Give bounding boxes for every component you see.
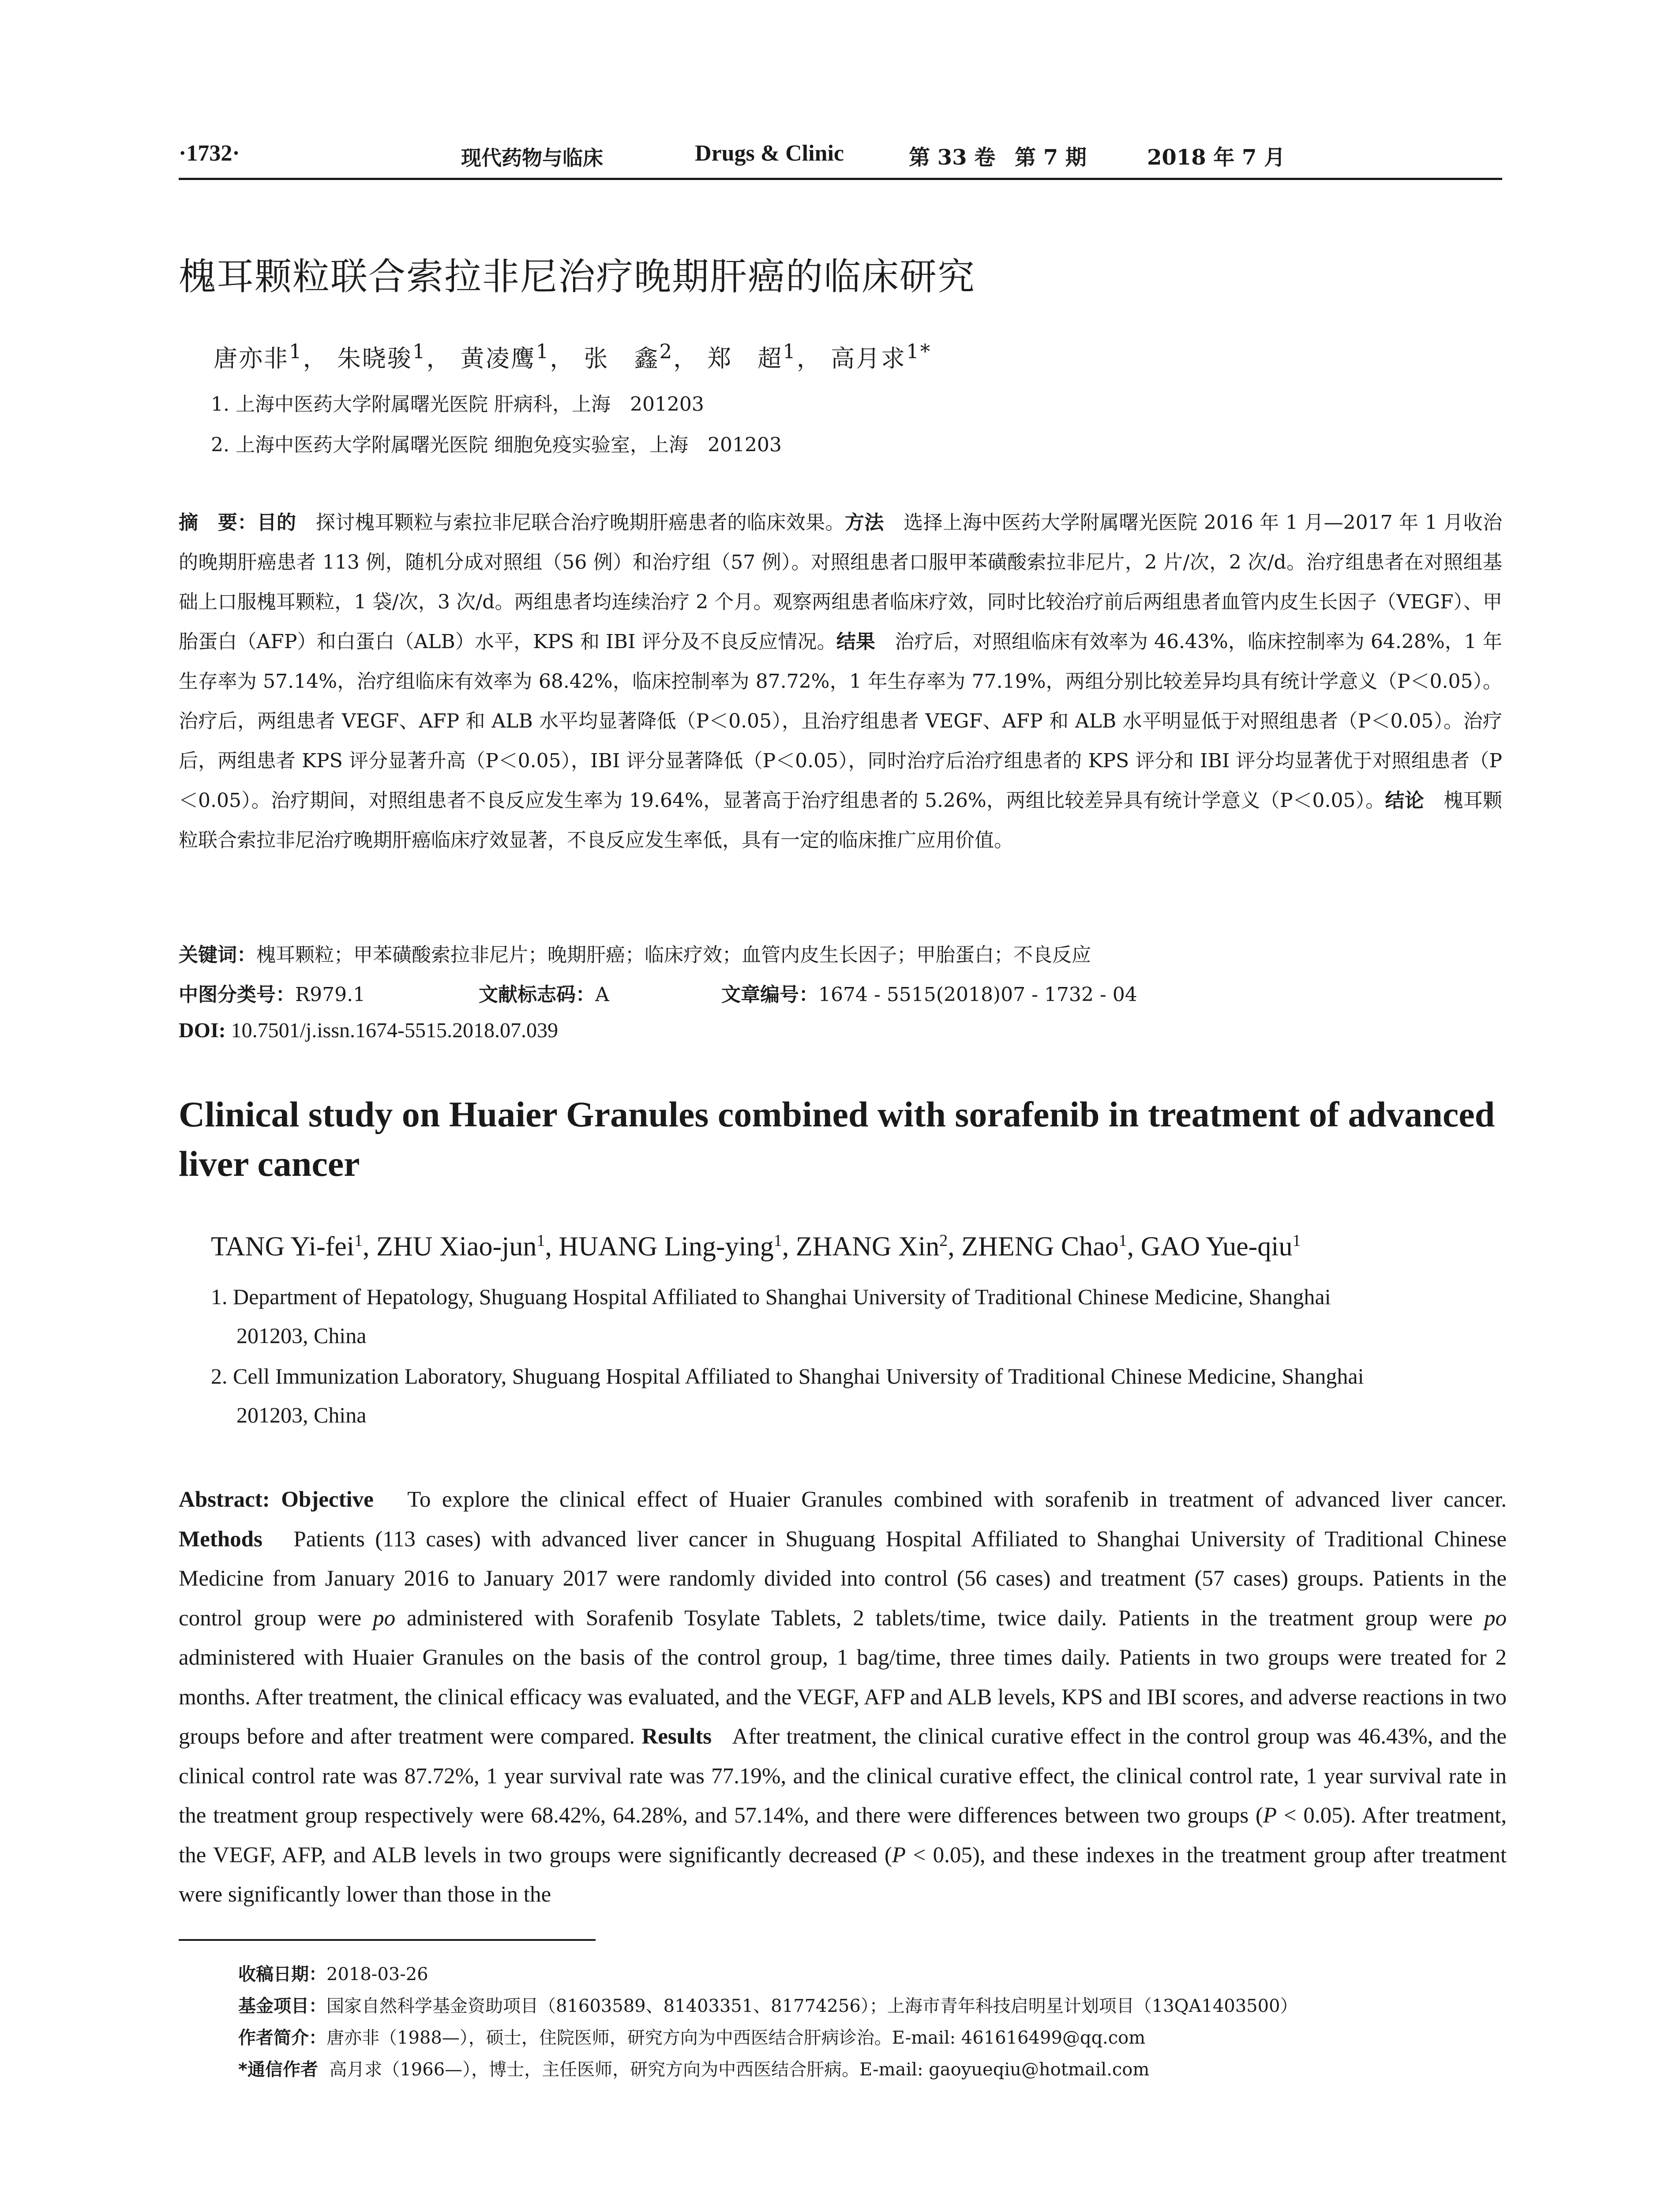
methods-en-label: Methods	[179, 1527, 262, 1552]
author-en: TANG Yi-fei	[211, 1231, 355, 1262]
running-header	[179, 140, 1502, 180]
author-cn: 高月求	[831, 345, 907, 372]
doi-label: DOI:	[179, 1019, 226, 1042]
title-en: Clinical study on Huaier Granules combined with sorafenib in treatment of advanced liver cancer	[179, 1094, 1495, 1184]
footnote-author: 作者简介：唐亦非（1988—），硕士，住院医师，研究方向为中西医结合肝病诊治。E-mail: 461616499@qq.com	[238, 2028, 1146, 2048]
objective-text: 探讨槐耳颗粒与索拉非尼联合治疗晚期肝癌患者的临床效果。	[315, 511, 845, 534]
journal-name-cn: 现代药物与临床	[461, 146, 603, 170]
results-en-label: Results	[641, 1724, 712, 1749]
footnote-fund: 基金项目：国家自然科学基金资助项目（81603589、81403351、81774256）；上海市青年科技启明星计划项目（13QA1403500）	[238, 1996, 1298, 2016]
abstract-cn	[179, 503, 1502, 860]
footnote-divider	[179, 1939, 596, 1941]
abstract-en-label: Abstract: Objective	[179, 1487, 374, 1512]
clc-label: 中图分类号：	[179, 983, 295, 1006]
author-cn: 朱晓骏	[337, 345, 412, 372]
results-label: 结果	[836, 630, 876, 653]
doi-line	[179, 1018, 558, 1043]
author-cn: 黄凌鹰	[460, 345, 536, 372]
affiliation-cn-2: 2. 上海中医药大学附属曙光医院 细胞免疫实验室，上海 201203	[211, 434, 782, 456]
footnote-corresponding: *通信作者 高月求（1966—），博士，主任医师，研究方向为中西医结合肝病。E-mail: gaoyueqiu@hotmail.com	[238, 2060, 1150, 2080]
author-en: ZHANG Xin	[795, 1231, 940, 1262]
results-text: 治疗后，对照组临床有效率为 46.43%，临床控制率为 64.28%，1 年生存率为 57.14%，治疗组临床有效率为 68.42%，临床控制率为 87.72%，1 年生存率为 77.19%，两组分别比较差异均具有统计学意义（P＜0.05）。治疗后，两组患者 VEGF、AFP 和 ALB 水平均显著降低（P＜0.05），且治疗组患者 VEGF、AFP 和 ALB 水平明显低于对照组患者（P＜0.05）。治疗后，两组患者 KPS 评分显著升高（P＜0.05），IBI 评分显著降低（P＜0.05），同时治疗后治疗组患者的 KPS 评分和 IBI 评分均显著优于对照组患者（P＜0.05）。治疗期间，对照组患者不良反应发生率为 19.64%，显著高于治疗组患者的 5.26%，两组比较差异具有统计学意义（P＜0.05）。	[179, 630, 1503, 812]
abstract-cn-label: 摘 要：	[179, 511, 257, 534]
keywords-cn	[179, 939, 1091, 967]
authors-cn: 唐亦非$^1$， 朱晓骏$^1$， 黄凌鹰$^1$， 张 鑫$^2$， 郑 超$^1$， 高月求$^{1*}$	[214, 340, 932, 372]
issue-date: 2018 年 7 月	[1147, 145, 1286, 170]
article-number-label: 文章编号：	[721, 983, 818, 1006]
author-cn: 唐亦非	[214, 345, 289, 372]
page-number: ·1732·	[179, 141, 240, 166]
authors-en: TANG Yi-fei$^1$, ZHU Xiao-jun$^1$, HUANG Ling-ying$^1$, ZHANG Xin$^2$, ZHENG Chao$^1$, GAO Yue-qiu$^1$	[211, 1231, 1301, 1262]
abstract-en: Abstract: Objective To explore the clinical effect of Huaier Granules combined with sorafenib in treatment of advanced liver cancer. Methods Patients (113 cases) with advanced liver cancer in Shuguang Hospital Affiliated to Shanghai University of Traditional Chinese Medicine from January 2016 to January 2017 were randomly divided into control (56 cases) and treatment (57 cases) groups. Patients in the control group were po administered with Sorafenib Tosylate Tablets, 2 tablets/time, twice daily. Patients in the treatment group were po administered with Huaier Granules on the basis of the control group, 1 bag/time, three times daily. Patients in two groups were treated for 2 months. After treatment, the clinical efficacy was evaluated, and the VEGF, AFP and ALB levels, KPS and IBI scores, and adverse reactions in two groups before and after treatment were compared. Results After treatment, the clinical curative effect in the control group was 46.43%, and the clinical control rate was 87.72%, 1 year survival rate was 77.19%, and the clinical curative effect, the clinical control rate, 1 year survival rate in the treatment group respectively were 68.42%, 64.28%, and 57.14%, and there were differences between two groups (P < 0.05). After treatment, the VEGF, AFP, and ALB levels in two groups were significantly decreased (P < 0.05), and these indexes in the treatment group after treatment were significantly lower than those in the	[179, 1487, 1507, 1907]
objective-label: 目的	[257, 511, 296, 534]
author-en: HUANG Ling-ying	[559, 1231, 774, 1262]
journal-name-en: Drugs & Clinic	[695, 141, 844, 166]
author-en: ZHU Xiao-jun	[376, 1231, 537, 1262]
doc-code-label: 文献标志码：	[479, 983, 595, 1006]
doc-code-value: A	[595, 983, 609, 1006]
methods-text: 选择上海中医药大学附属曙光医院 2016 年 1 月—2017 年 1 月收治的晚期肝癌患者 113 例，随机分成对照组（56 例）和治疗组（57 例）。对照组患者口服甲苯磺酸索拉非尼片，2 片/次，2 次/d。治疗组患者在对照组基础上口服槐耳颗粒，1 袋/次，3 次/d。两组患者均连续治疗 2 个月。观察两组患者临床疗效，同时比较治疗前后两组患者血管内皮生长因子（VEGF）、甲胎蛋白（AFP）和白蛋白（ALB）水平，KPS 和 IBI 评分及不良反应情况。	[179, 511, 1503, 653]
footnote-received: 收稿日期：2018-03-26	[238, 1964, 428, 1985]
author-cn: 郑 超	[707, 345, 783, 372]
conclusion-text: 槐耳颗粒联合索拉非尼治疗晚期肝癌临床疗效显著，不良反应发生率低，具有一定的临床推广应用价值。	[179, 789, 1503, 852]
affiliation-cn-1: 1. 上海中医药大学附属曙光医院 肝病科，上海 201203	[211, 393, 704, 416]
affiliation-en-1: 1. Department of Hepatology, Shuguang Hospital Affiliated to Shanghai University of Traditional Chinese Medicine, Shanghai 201203, China	[211, 1284, 1331, 1348]
doi-value: 10.7501/j.issn.1674-5515.2018.07.039	[231, 1019, 559, 1042]
author-en: GAO Yue-qiu	[1140, 1231, 1293, 1262]
keywords-label: 关键词：	[179, 944, 256, 966]
header-divider	[179, 178, 1502, 180]
title-cn: 槐耳颗粒联合索拉非尼治疗晚期肝癌的临床研究	[179, 255, 976, 298]
volume: 第 33 卷	[909, 145, 996, 170]
conclusion-label: 结论	[1385, 789, 1425, 812]
clc-value: R979.1	[295, 983, 366, 1006]
methods-label: 方法	[844, 511, 884, 534]
keywords-text: 槐耳颗粒；甲苯磺酸索拉非尼片；晚期肝癌；临床疗效；血管内皮生长因子；甲胎蛋白；不良反应	[256, 944, 1091, 966]
objective-en: To explore the clinical effect of Huaier Granules combined with sorafenib in treatment of advanced liver cancer.	[407, 1487, 1507, 1512]
classification-line	[179, 979, 1502, 1005]
issue: 第 7 期	[1015, 145, 1087, 170]
article-number-value: 1674 - 5515(2018)07 - 1732 - 04	[818, 983, 1137, 1006]
author-en: ZHENG Chao	[961, 1231, 1119, 1262]
affiliation-en-2: 2. Cell Immunization Laboratory, Shuguang Hospital Affiliated to Shanghai University of Traditional Chinese Medicine, Shanghai 201203, China	[211, 1364, 1364, 1427]
author-cn: 张 鑫	[584, 345, 660, 372]
